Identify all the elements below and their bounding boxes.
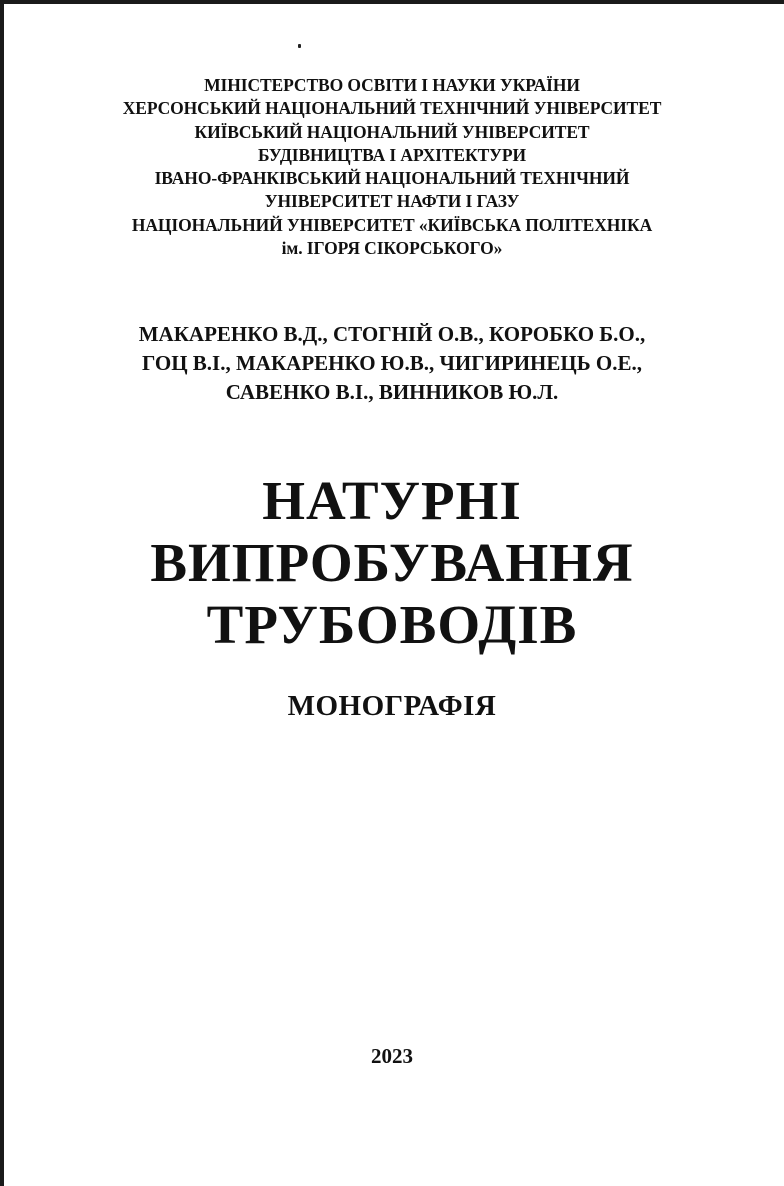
- title-line: НАТУРНІ: [262, 470, 522, 531]
- title-line: ВИПРОБУВАННЯ: [150, 532, 634, 593]
- institution-line: ім. ІГОРЯ СІКОРСЬКОГО»: [281, 238, 503, 259]
- title-line: ТРУБОВОДІВ: [206, 594, 578, 655]
- authors-block: [0, 320, 784, 407]
- scan-edge-top: [0, 0, 784, 4]
- institution-line: КИЇВСЬКИЙ НАЦІОНАЛЬНИЙ УНІВЕРСИТЕТ: [194, 121, 590, 142]
- authors-line: САВЕНКО В.І., ВИННИКОВ Ю.Л.: [225, 380, 559, 404]
- institutions-block: [0, 74, 784, 260]
- book-title: [0, 470, 784, 656]
- institution-line: МІНІСТЕРСТВО ОСВІТИ І НАУКИ УКРАЇНИ: [204, 75, 580, 95]
- book-subtitle: МОНОГРАФІЯ: [287, 690, 497, 722]
- institution-line: НАЦІОНАЛЬНИЙ УНІВЕРСИТЕТ «КИЇВСЬКА ПОЛІТЕХНІКА: [131, 214, 653, 235]
- authors-line: ГОЦ В.І., МАКАРЕНКО Ю.В., ЧИГИРИНЕЦЬ О.Е.,: [142, 351, 642, 375]
- institution-line: ІВАНО-ФРАНКІВСЬКИЙ НАЦІОНАЛЬНИЙ ТЕХНІЧНИЙ: [154, 168, 630, 189]
- scan-speck: [298, 44, 301, 48]
- institution-line: БУДІВНИЦТВА І АРХІТЕКТУРИ: [257, 144, 527, 165]
- institution-line: ХЕРСОНСЬКИЙ НАЦІОНАЛЬНИЙ ТЕХНІЧНИЙ УНІВЕРСИТЕТ: [122, 98, 662, 119]
- institution-line: УНІВЕРСИТЕТ НАФТИ І ГАЗУ: [264, 191, 520, 212]
- authors-line: МАКАРЕНКО В.Д., СТОГНІЙ О.В., КОРОБКО Б.О.,: [138, 322, 646, 346]
- publication-year: 2023: [371, 1044, 413, 1068]
